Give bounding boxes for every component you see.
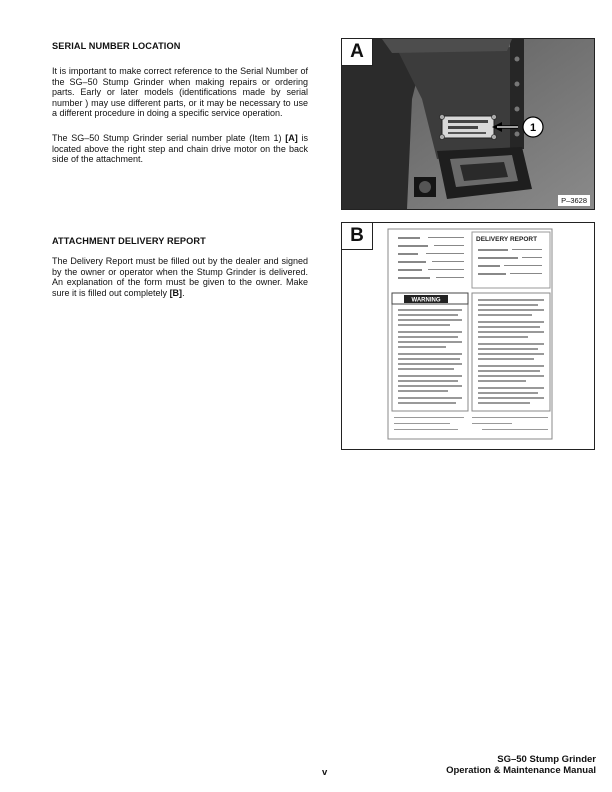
manual-title [446,755,596,776]
photo-code: P–3628 [558,195,590,206]
serial-plate-text-end: is located above the right step and chain drive motor on the back side of the attachment. [52,133,308,165]
delivery-report-heading: ATTACHMENT DELIVERY REPORT [52,236,206,246]
manual-title-line2: Operation & Maintenance Manual [446,764,596,776]
page-number: v [322,767,328,778]
form-title: DELIVERY REPORT [476,236,538,243]
figure-b-reference: [B] [169,287,183,298]
serial-number-paragraph: It is important to make correct reference to the Serial Number of the SG–50 Stump Grinder when making repairs or ordering parts. Early or later models (identifications made by serial number ) may use different parts, or it may be necessary to use a different procedure in doing a specific service operation. [52,66,308,119]
figure-a-reference: [A] [285,133,298,143]
manual-title-line1: SG–50 Stump Grinder [497,754,596,765]
delivery-report-paragraph [52,256,308,298]
callout-number: 1 [529,122,537,134]
serial-plate-paragraph [52,133,308,165]
figure-a [341,38,595,210]
serial-plate-text: The SG–50 Stump Grinder serial number plate (Item 1) [52,133,286,143]
delivery-report-text-end: . [182,287,185,298]
delivery-report-text: The Delivery Report must be filled out by the dealer and signed by the owner or operator when the Stump Grinder is delivered. An explanation of the form must be given to the owner. Make sure it is filled out completely [52,256,308,298]
delivery-report-form-image [342,223,594,449]
figure-b [341,222,595,450]
warning-label: WARNING [411,297,441,304]
serial-number-heading: SERIAL NUMBER LOCATION [52,41,181,51]
figure-a-label: A [342,39,373,66]
serial-plate-photo [342,39,594,209]
figure-b-label: B [342,223,373,250]
